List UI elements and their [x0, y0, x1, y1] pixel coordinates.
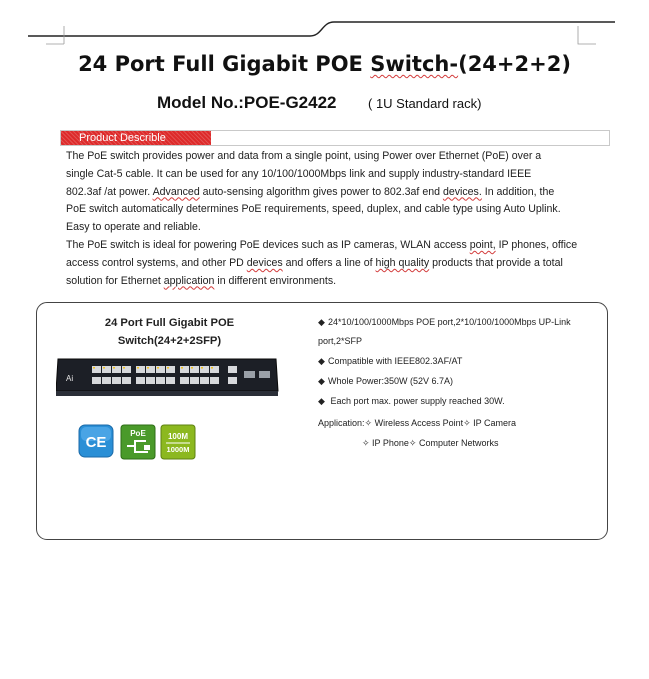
- diamond-bullet-icon: ◆: [318, 356, 325, 366]
- spec-item-compat: [318, 356, 462, 367]
- spec-application-line2: ✧ IP Phone✧ Computer Networks: [362, 438, 499, 448]
- diamond-bullet-icon: ◆: [318, 317, 325, 327]
- para2-l2c: and offers a line of: [282, 256, 376, 269]
- spec-item-power: [318, 376, 453, 387]
- description-paragraph-2: [66, 237, 586, 290]
- spec-port-max-text: Each port max. power supply reached 30W.: [328, 396, 505, 406]
- product-title: [92, 314, 247, 350]
- para1-advanced: Advanced: [152, 185, 200, 198]
- spec-power-text: Whole Power:350W (52V 6.7A): [328, 376, 454, 386]
- para2-l3c: in different environments.: [214, 274, 337, 287]
- switch-device-image: [56, 355, 280, 401]
- product-title-line1: 24 Port Full Gigabit POE: [104, 317, 235, 329]
- para2-application: application: [163, 274, 215, 287]
- para2-l2e: products that provide a total: [429, 256, 563, 269]
- para2-l1c: IP phones, office: [495, 239, 578, 251]
- speed-badge-100m: 100M: [167, 432, 189, 441]
- spec-ports-text: 24*10/100/1000Mbps POE port,2*10/100/1000Mbps UP-Link: [328, 317, 571, 327]
- para1-line1: The PoE switch provides power and data from a single point, using Power over Ethernet (PoE) over a: [66, 150, 542, 162]
- para2-high-quality: high quality: [375, 256, 430, 269]
- para2-devices: devices: [246, 256, 283, 269]
- spec-application-line1: Application:✧ Wireless Access Point✧ IP Camera: [318, 418, 516, 428]
- spec-compat-text: Compatible with IEEE802.3AF/AT: [328, 356, 463, 366]
- spec-ports-cont-text: port,2*SFP: [318, 336, 363, 346]
- poe-icon: [120, 424, 156, 460]
- para1-l3a: 802.3af /at power.: [66, 185, 153, 198]
- para1-devices: devices.: [442, 185, 482, 198]
- device-logo: Ai: [66, 374, 74, 383]
- page-title: [0, 52, 649, 76]
- para2-line1: [66, 237, 586, 255]
- para1-line5: Easy to operate and reliable.: [66, 221, 201, 234]
- section-header-label: Product Describle: [79, 132, 166, 144]
- ce-badge-text: CE: [85, 434, 107, 451]
- para2-line2: [66, 255, 586, 273]
- section-header-bar: [60, 130, 610, 146]
- para1-line3: [66, 184, 586, 202]
- gigabit-speed-icon: [160, 424, 196, 460]
- diamond-bullet-icon: ◆: [318, 396, 325, 406]
- spec-item-port-max: [318, 396, 505, 407]
- spec-item-ports: [318, 317, 571, 328]
- para1-l3c: auto-sensing algorithm gives power to 802.3af end: [199, 185, 443, 198]
- title-suffix: (24+2+2): [458, 52, 571, 76]
- model-number: Model No.:POE-G2422: [157, 93, 337, 112]
- ce-certification-icon: [78, 424, 114, 458]
- para2-line3: [66, 273, 586, 291]
- description-paragraph-1: [66, 148, 586, 237]
- spec-item-ports-cont: [318, 336, 362, 346]
- diamond-bullet-icon: ◆: [318, 376, 325, 386]
- rack-note: ( 1U Standard rack): [368, 96, 482, 111]
- para1-l3e: In addition, the: [481, 185, 555, 198]
- para2-point: point,: [469, 239, 496, 251]
- para1-line4: PoE switch automatically determines PoE requirements, speed, duplex, and cable type using Auto Uplink.: [66, 203, 561, 216]
- para2-l2a: access control systems, and other PD: [66, 256, 247, 269]
- para2-l1a: The PoE switch is ideal for powering PoE devices such as IP cameras, WLAN access: [66, 239, 470, 251]
- poe-badge-text: PoE: [130, 429, 146, 438]
- para1-line2: single Cat-5 cable. It can be used for any 10/100/1000Mbps link and supply industry-standard IEEE: [66, 167, 532, 180]
- speed-badge-1000m: 1000M: [166, 445, 190, 454]
- para2-l3a: solution for Ethernet: [66, 274, 164, 287]
- product-title-line2: Switch(24+2+2SFP): [117, 335, 222, 347]
- title-prefix: 24 Port Full Gigabit POE: [78, 52, 371, 76]
- page-header-line: [0, 0, 649, 52]
- title-switch: Switch-: [370, 52, 459, 76]
